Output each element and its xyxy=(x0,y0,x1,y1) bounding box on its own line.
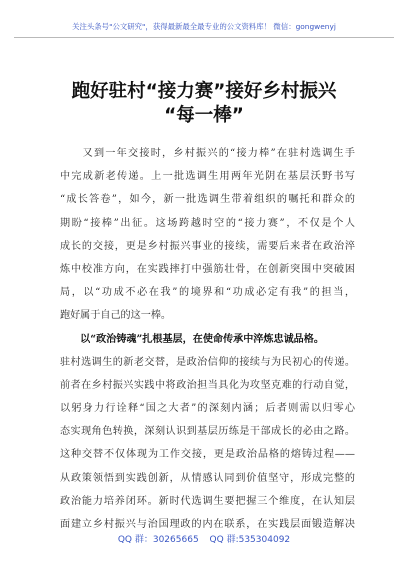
body-line: 前者在乡村振兴实践中将政治担当具化为攻坚克难的行动自觉， xyxy=(60,379,355,391)
document-title-line-1: 跑好驻村“接力赛”接好乡村振兴 xyxy=(71,81,337,102)
body-line: 跑好属于自己的这一棒。 xyxy=(60,310,172,322)
body-line: 炼中校准方向，在实践摔打中强筋壮骨，在创新突围中突破困 xyxy=(60,263,355,275)
document-body xyxy=(60,142,355,536)
body-line: 这种交替不仅体现为工作交接，更是政治品格的熔铸过程—— xyxy=(60,449,355,461)
body-line: 态实现角色转换，深刻认识到基层历练是干部成长的必由之路。 xyxy=(60,426,355,438)
document-title-line-2: “每一棒” xyxy=(164,105,244,126)
footer-qq-group-1: QQ 群：30265665 xyxy=(117,535,199,545)
body-line: 成长的交接，更是乡村振兴事业的接续，需要后来者在政治淬 xyxy=(60,240,355,252)
page-footer xyxy=(0,532,408,545)
body-line: 以躬身力行诠释“国之大者”的深刻内涵；后者则需以归零心 xyxy=(60,403,355,415)
body-line: 中完成新老传递。上一批选调生用两年光阴在基层沃野书写 xyxy=(60,171,355,183)
page-header: 关注头条号"公文研究"，获得最新最全最专业的公文资料库！ 微信：gongwenyj xyxy=(72,22,336,31)
section-heading: 以“政治铸魂”扎根基层，在使命传承中淬炼忠诚品格。 xyxy=(60,333,324,345)
header-divider xyxy=(14,37,394,38)
body-line: 政治能力培养闭环。新时代选调生要把握三个维度，在认知层 xyxy=(60,495,355,507)
body-line: 驻村选调生的新老交替，是政治信仰的接续与为民初心的传递。 xyxy=(60,356,355,368)
body-line: 面建立乡村振兴与治国理政的内在联系，在实践层面锻造解决 xyxy=(60,519,355,530)
body-line: 从政策领悟到实践创新，从情感认同到价值坚守，形成完整的 xyxy=(60,472,355,484)
footer-qq-group-2: QQ 群:535304092 xyxy=(209,535,291,545)
body-line: 又到一年交接时，乡村振兴的“接力棒”在驻村选调生手 xyxy=(60,148,355,159)
body-line: 局，以“功成不必在我”的境界和“功成必定有我”的担当， xyxy=(60,287,355,299)
body-line: 期盼“接棒”出征。这场跨越时空的“接力赛”，不仅是个人 xyxy=(60,217,355,229)
body-line: “成长答卷”，如今，新一批选调生带着组织的嘱托和群众的 xyxy=(60,194,355,206)
